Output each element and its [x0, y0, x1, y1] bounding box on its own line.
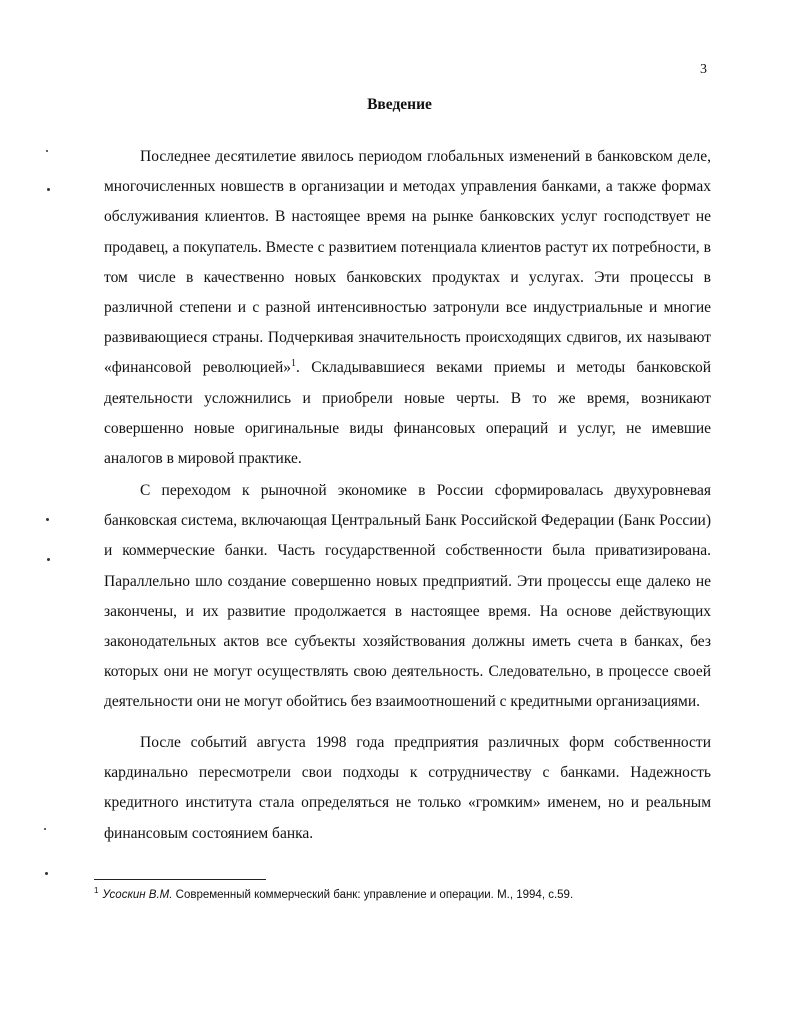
page-number: 3: [700, 62, 707, 77]
scan-speck: [44, 828, 46, 830]
footnote: [94, 886, 714, 901]
scan-speck: [47, 188, 50, 191]
paragraph-3: После событий августа 1998 года предприятия различных форм собственности кардинально пересмотрели свои подходы к сотрудничеству с банками. Надежность кредитного института стала определяться не только «громким» именем, но и реальным финансовым состоянием банка.: [104, 734, 711, 842]
scan-speck: [45, 872, 48, 875]
page-title: Введение: [367, 96, 432, 113]
paragraph-1-text-b: . Складывавшиеся веками приемы и методы банковской деятельности усложнились и приобрели новые черты. В то же время, возникают совершенно новые оригинальные виды финансовых операций и услуг, не имевшие аналогов в мировой практике.: [104, 359, 711, 468]
footnote-mark: 1: [94, 886, 99, 895]
paragraph-1-text-a: Последнее десятилетие явилось периодом глобальных изменений в банковском деле, многочисленных новшеств в организации и методах управления банками, а также формах обслуживания клиентов. В настоящее время на рынке банковских услуг господствует не продавец, а покупатель. Вместе с развитием потенциала клиентов растут их потребности, в том числе в качественно новых банковских продуктах и услугах. Эти процессы в различной степени и с разной интенсивностью затронули все индустриальные и многие развивающиеся страны. Подчеркивая значительность происходящих сдвигов, их называют «финансовой революцией»: [104, 148, 711, 377]
footnote-author: Усоскин В.М.: [102, 888, 173, 901]
scan-speck: [46, 150, 48, 152]
scan-speck: [46, 518, 49, 521]
scan-speck: [47, 558, 50, 561]
footnote-separator: [94, 879, 266, 880]
footnote-reference: 1: [291, 358, 297, 370]
paragraph-1: [104, 142, 711, 474]
footnote-text: Современный коммерческий банк: управление и операции. М., 1994, с.59.: [172, 888, 574, 901]
paragraph-2: С переходом к рыночной экономике в России сформировалась двухуровневая банковская система, включающая Центральный Банк Российской Федерации (Банк России) и коммерческие банки. Часть государственной собственности была приватизирована. Параллельно шло создание совершенно новых предприятий. Эти процессы еще далеко не закончены, и их развитие продолжается в настоящее время. На основе действующих законодательных актов все субъекты хозяйствования должны иметь счета в банках, без которых они не могут осуществлять свою деятельность. Следовательно, в процессе своей деятельности они не могут обойтись без взаимоотношений с кредитными организациями.: [104, 482, 711, 711]
